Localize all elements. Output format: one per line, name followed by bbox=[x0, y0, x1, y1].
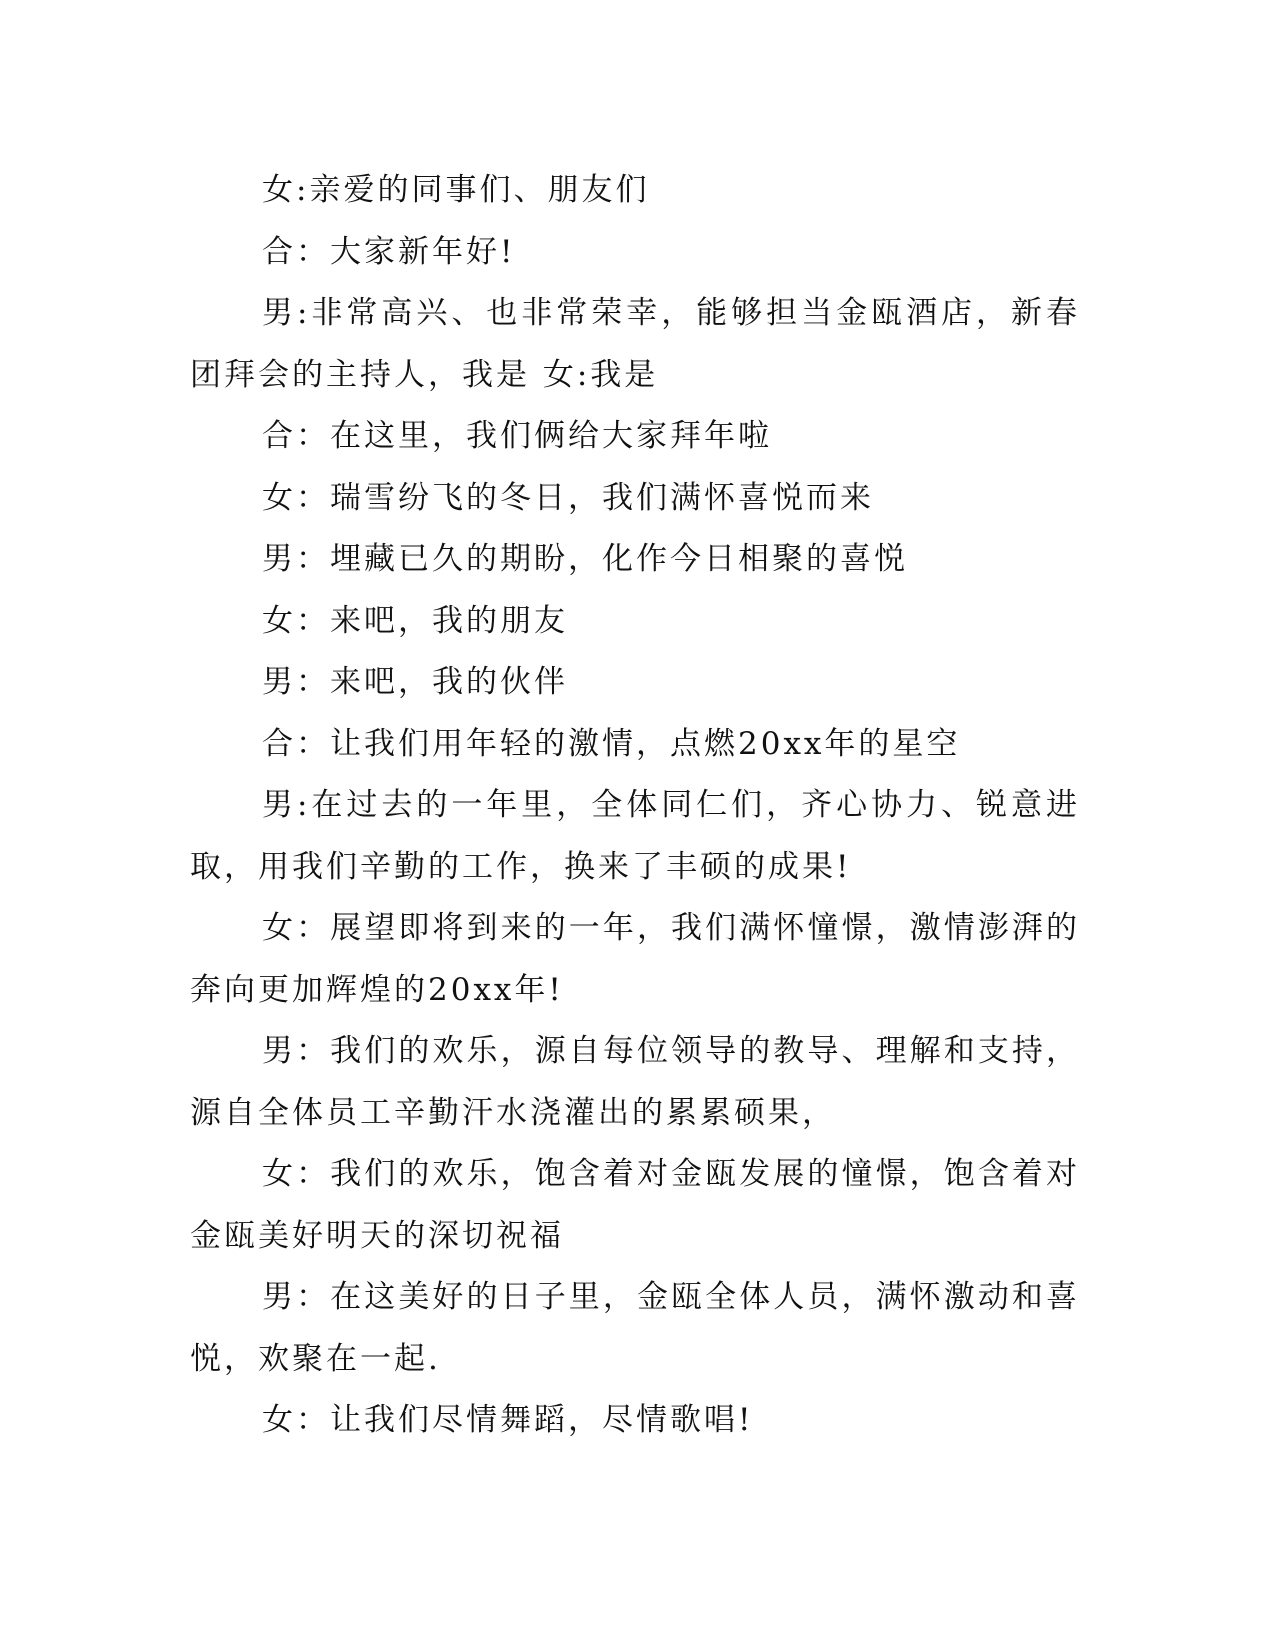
paragraph-8: 男：来吧，我的伙伴 bbox=[262, 664, 568, 700]
paragraph-5: 女：瑞雪纷飞的冬日，我们满怀喜悦而来 bbox=[262, 479, 874, 516]
paragraph-9: 合：让我们用年轻的激情，点燃20xx年的星空 bbox=[262, 725, 961, 762]
paragraph-10: 男:在过去的一年里，全体同仁们，齐心协力、锐意进取，用我们辛勤的工作，换来了丰硕的成果! bbox=[190, 787, 1080, 885]
paragraph-14: 男：在这美好的日子里，金瓯全体人员，满怀激动和喜悦，欢聚在一起. bbox=[190, 1279, 1080, 1377]
paragraph-11: 女：展望即将到来的一年，我们满怀憧憬，激情澎湃的奔向更加辉煌的20xx年! bbox=[190, 910, 1080, 1008]
paragraph-12: 男：我们的欢乐，源自每位领导的教导、理解和支持，源自全体员工辛勤汗水浇灌出的累累硕果， bbox=[190, 1033, 1080, 1131]
paragraph-6: 男：埋藏已久的期盼，化作今日相聚的喜悦 bbox=[262, 541, 908, 577]
paragraph-3: 男:非常高兴、也非常荣幸，能够担当金瓯酒店，新春团拜会的主持人，我是 女:我是 bbox=[190, 295, 1080, 393]
paragraph-2: 合：大家新年好! bbox=[262, 233, 516, 270]
document-body bbox=[190, 160, 1080, 1452]
paragraph-15: 女：让我们尽情舞蹈，尽情歌唱! bbox=[262, 1402, 754, 1438]
paragraph-13: 女：我们的欢乐，饱含着对金瓯发展的憧憬，饱含着对金瓯美好明天的深切祝福 bbox=[190, 1156, 1080, 1254]
paragraph-4: 合：在这里，我们俩给大家拜年啦 bbox=[262, 418, 772, 454]
paragraph-1: 女:亲爱的同事们、朋友们 bbox=[262, 172, 650, 208]
paragraph-7: 女：来吧，我的朋友 bbox=[262, 602, 568, 639]
